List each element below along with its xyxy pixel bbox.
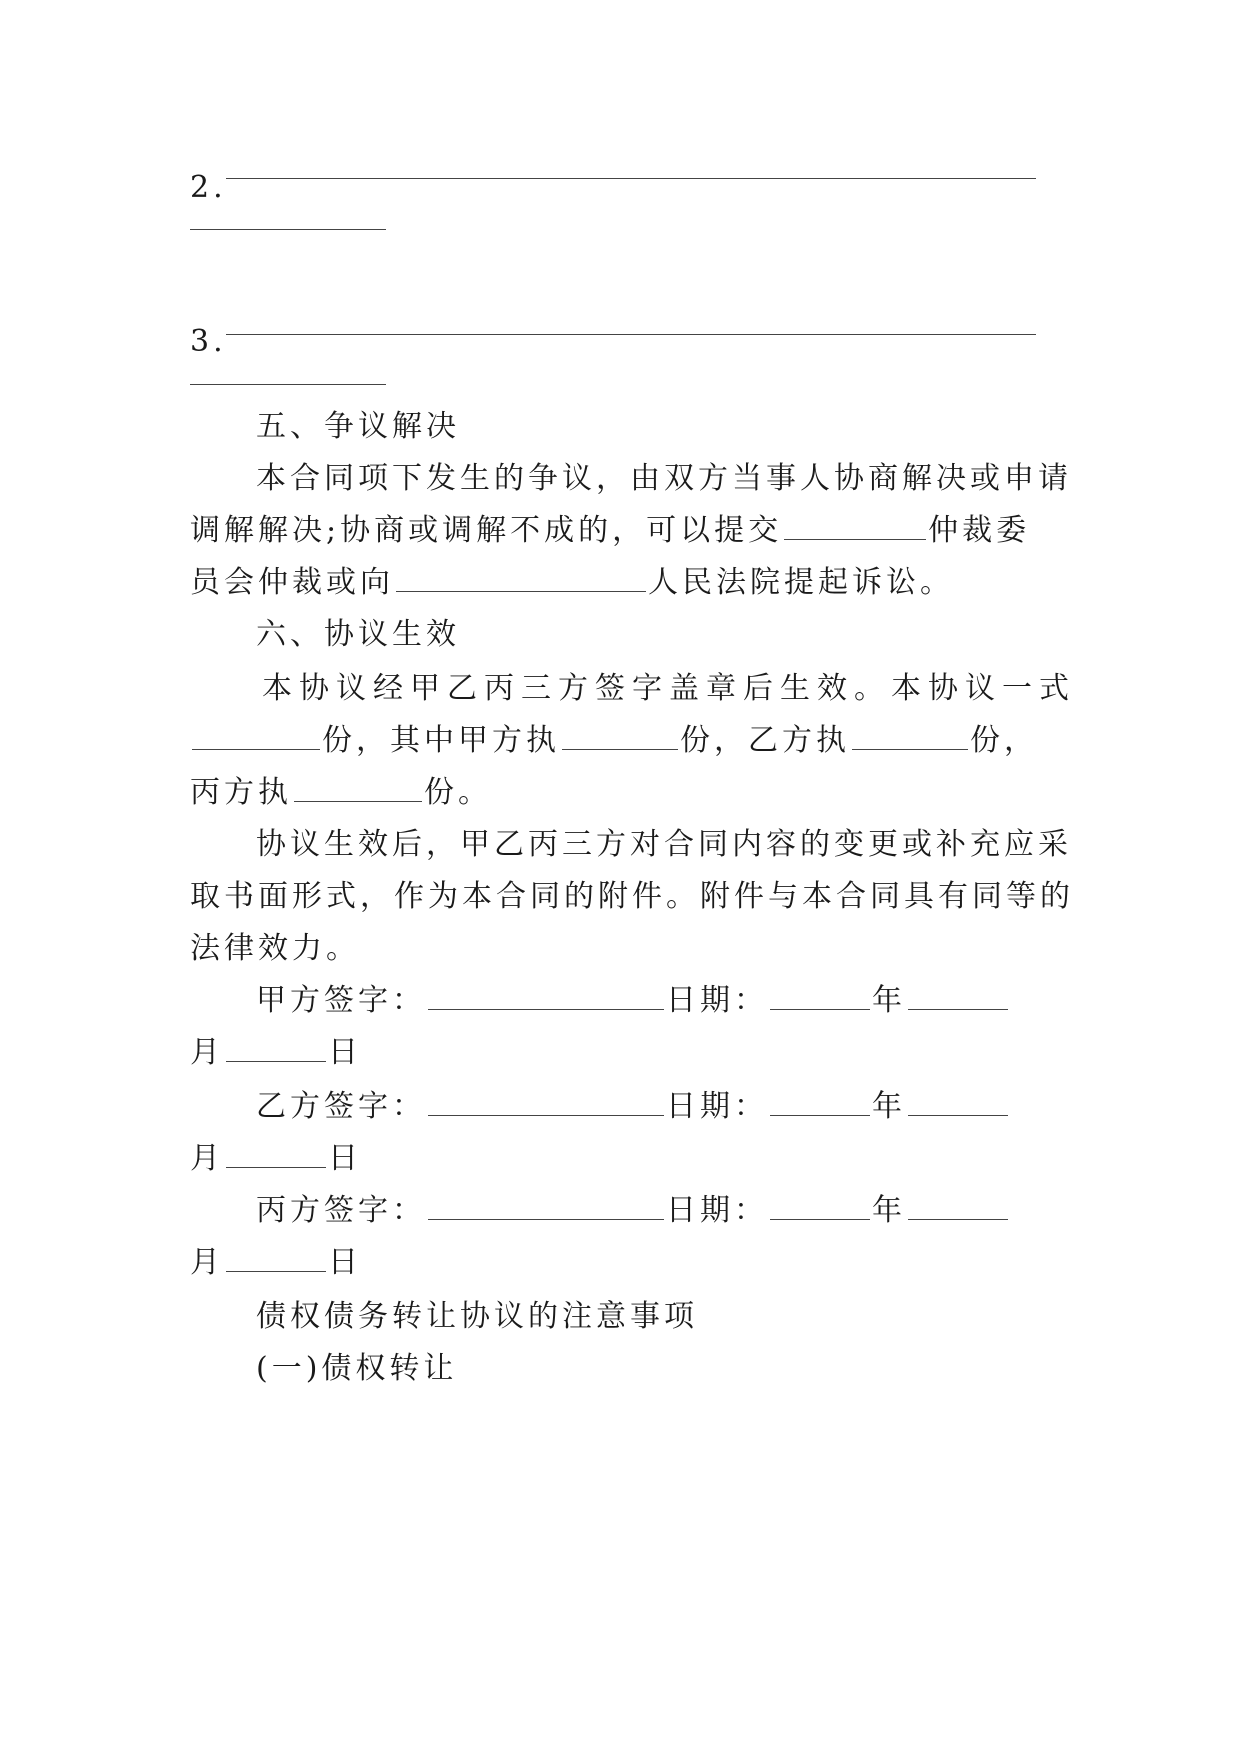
paragraph-line: [190, 773, 492, 813]
signature-line-party-c-cont: [190, 1243, 362, 1283]
text: 甲方签字：: [256, 983, 426, 1018]
notes-title: 债权债务转让协议的注意事项: [256, 1299, 698, 1334]
signature-line-party-b: [256, 1087, 1010, 1127]
text: 日: [328, 1141, 362, 1176]
text: 年: [872, 1193, 906, 1228]
blank-line: [908, 1197, 1008, 1220]
blank-line: [428, 1197, 664, 1220]
paragraph-line: 法律效力。: [190, 931, 360, 966]
blank-line: [396, 569, 646, 592]
text: 丙方执: [190, 775, 292, 810]
paragraph-line: 本合同项下发生的争议，由双方当事人协商解决或申请: [256, 461, 1072, 496]
paragraph-line: 本协议经甲乙丙三方签字盖章后生效。本协议一式: [262, 671, 1076, 706]
blank-line: [226, 1145, 326, 1168]
text: 调解解决;协商或调解不成的，可以提交: [190, 513, 783, 548]
list-item-2-number: 2.: [190, 170, 227, 205]
text: 日期：: [666, 983, 768, 1018]
blank-line: [192, 727, 320, 750]
text: 份，: [970, 723, 1038, 758]
text: 日: [328, 1035, 362, 1070]
fill-in-line: [226, 178, 1036, 179]
fill-in-line: [226, 334, 1036, 335]
blank-line: [294, 779, 422, 802]
paragraph-line: 取书面形式，作为本合同的附件。附件与本合同具有同等的: [190, 879, 1074, 914]
text: 年: [872, 1089, 906, 1124]
text: 年: [872, 983, 906, 1018]
text: 份。: [424, 775, 492, 810]
text: 日期：: [666, 1193, 768, 1228]
blank-line: [428, 987, 664, 1010]
blank-line: [428, 1093, 664, 1116]
blank-line: [784, 517, 926, 540]
blank-line: [908, 987, 1008, 1010]
paragraph-line: [190, 511, 1030, 551]
signature-line-party-a-cont: [190, 1033, 362, 1073]
fill-in-line: [190, 229, 386, 230]
text: 日: [328, 1245, 362, 1280]
text: 人民法院提起诉讼。: [648, 565, 954, 600]
section-title-dispute: 五、争议解决: [256, 409, 460, 444]
text: 份，其中甲方执: [322, 723, 560, 758]
text: 乙方签字：: [256, 1089, 426, 1124]
paragraph-line: [190, 563, 954, 603]
text: 月: [190, 1245, 224, 1280]
text: 份，乙方执: [680, 723, 850, 758]
blank-line: [770, 1093, 870, 1116]
blank-line: [226, 1039, 326, 1062]
paragraph-line: [190, 721, 1038, 761]
text: 日期：: [666, 1089, 768, 1124]
text: 丙方签字：: [256, 1193, 426, 1228]
blank-line: [852, 727, 968, 750]
notes-subtitle: (一)债权转让: [256, 1351, 458, 1386]
text: 员会仲裁或向: [190, 565, 394, 600]
signature-line-party-c: [256, 1191, 1010, 1231]
text: 月: [190, 1035, 224, 1070]
signature-line-party-a: [256, 981, 1010, 1021]
fill-in-line: [190, 384, 386, 385]
blank-line: [770, 1197, 870, 1220]
blank-line: [562, 727, 678, 750]
list-item-3-number: 3.: [190, 324, 227, 359]
blank-line: [226, 1249, 326, 1272]
blank-line: [908, 1093, 1008, 1116]
text: 仲裁委: [928, 513, 1031, 548]
section-title-effect: 六、协议生效: [256, 617, 460, 652]
paragraph-line: 协议生效后，甲乙丙三方对合同内容的变更或补充应采: [256, 827, 1072, 862]
signature-line-party-b-cont: [190, 1139, 362, 1179]
blank-line: [770, 987, 870, 1010]
text: 月: [190, 1141, 224, 1176]
